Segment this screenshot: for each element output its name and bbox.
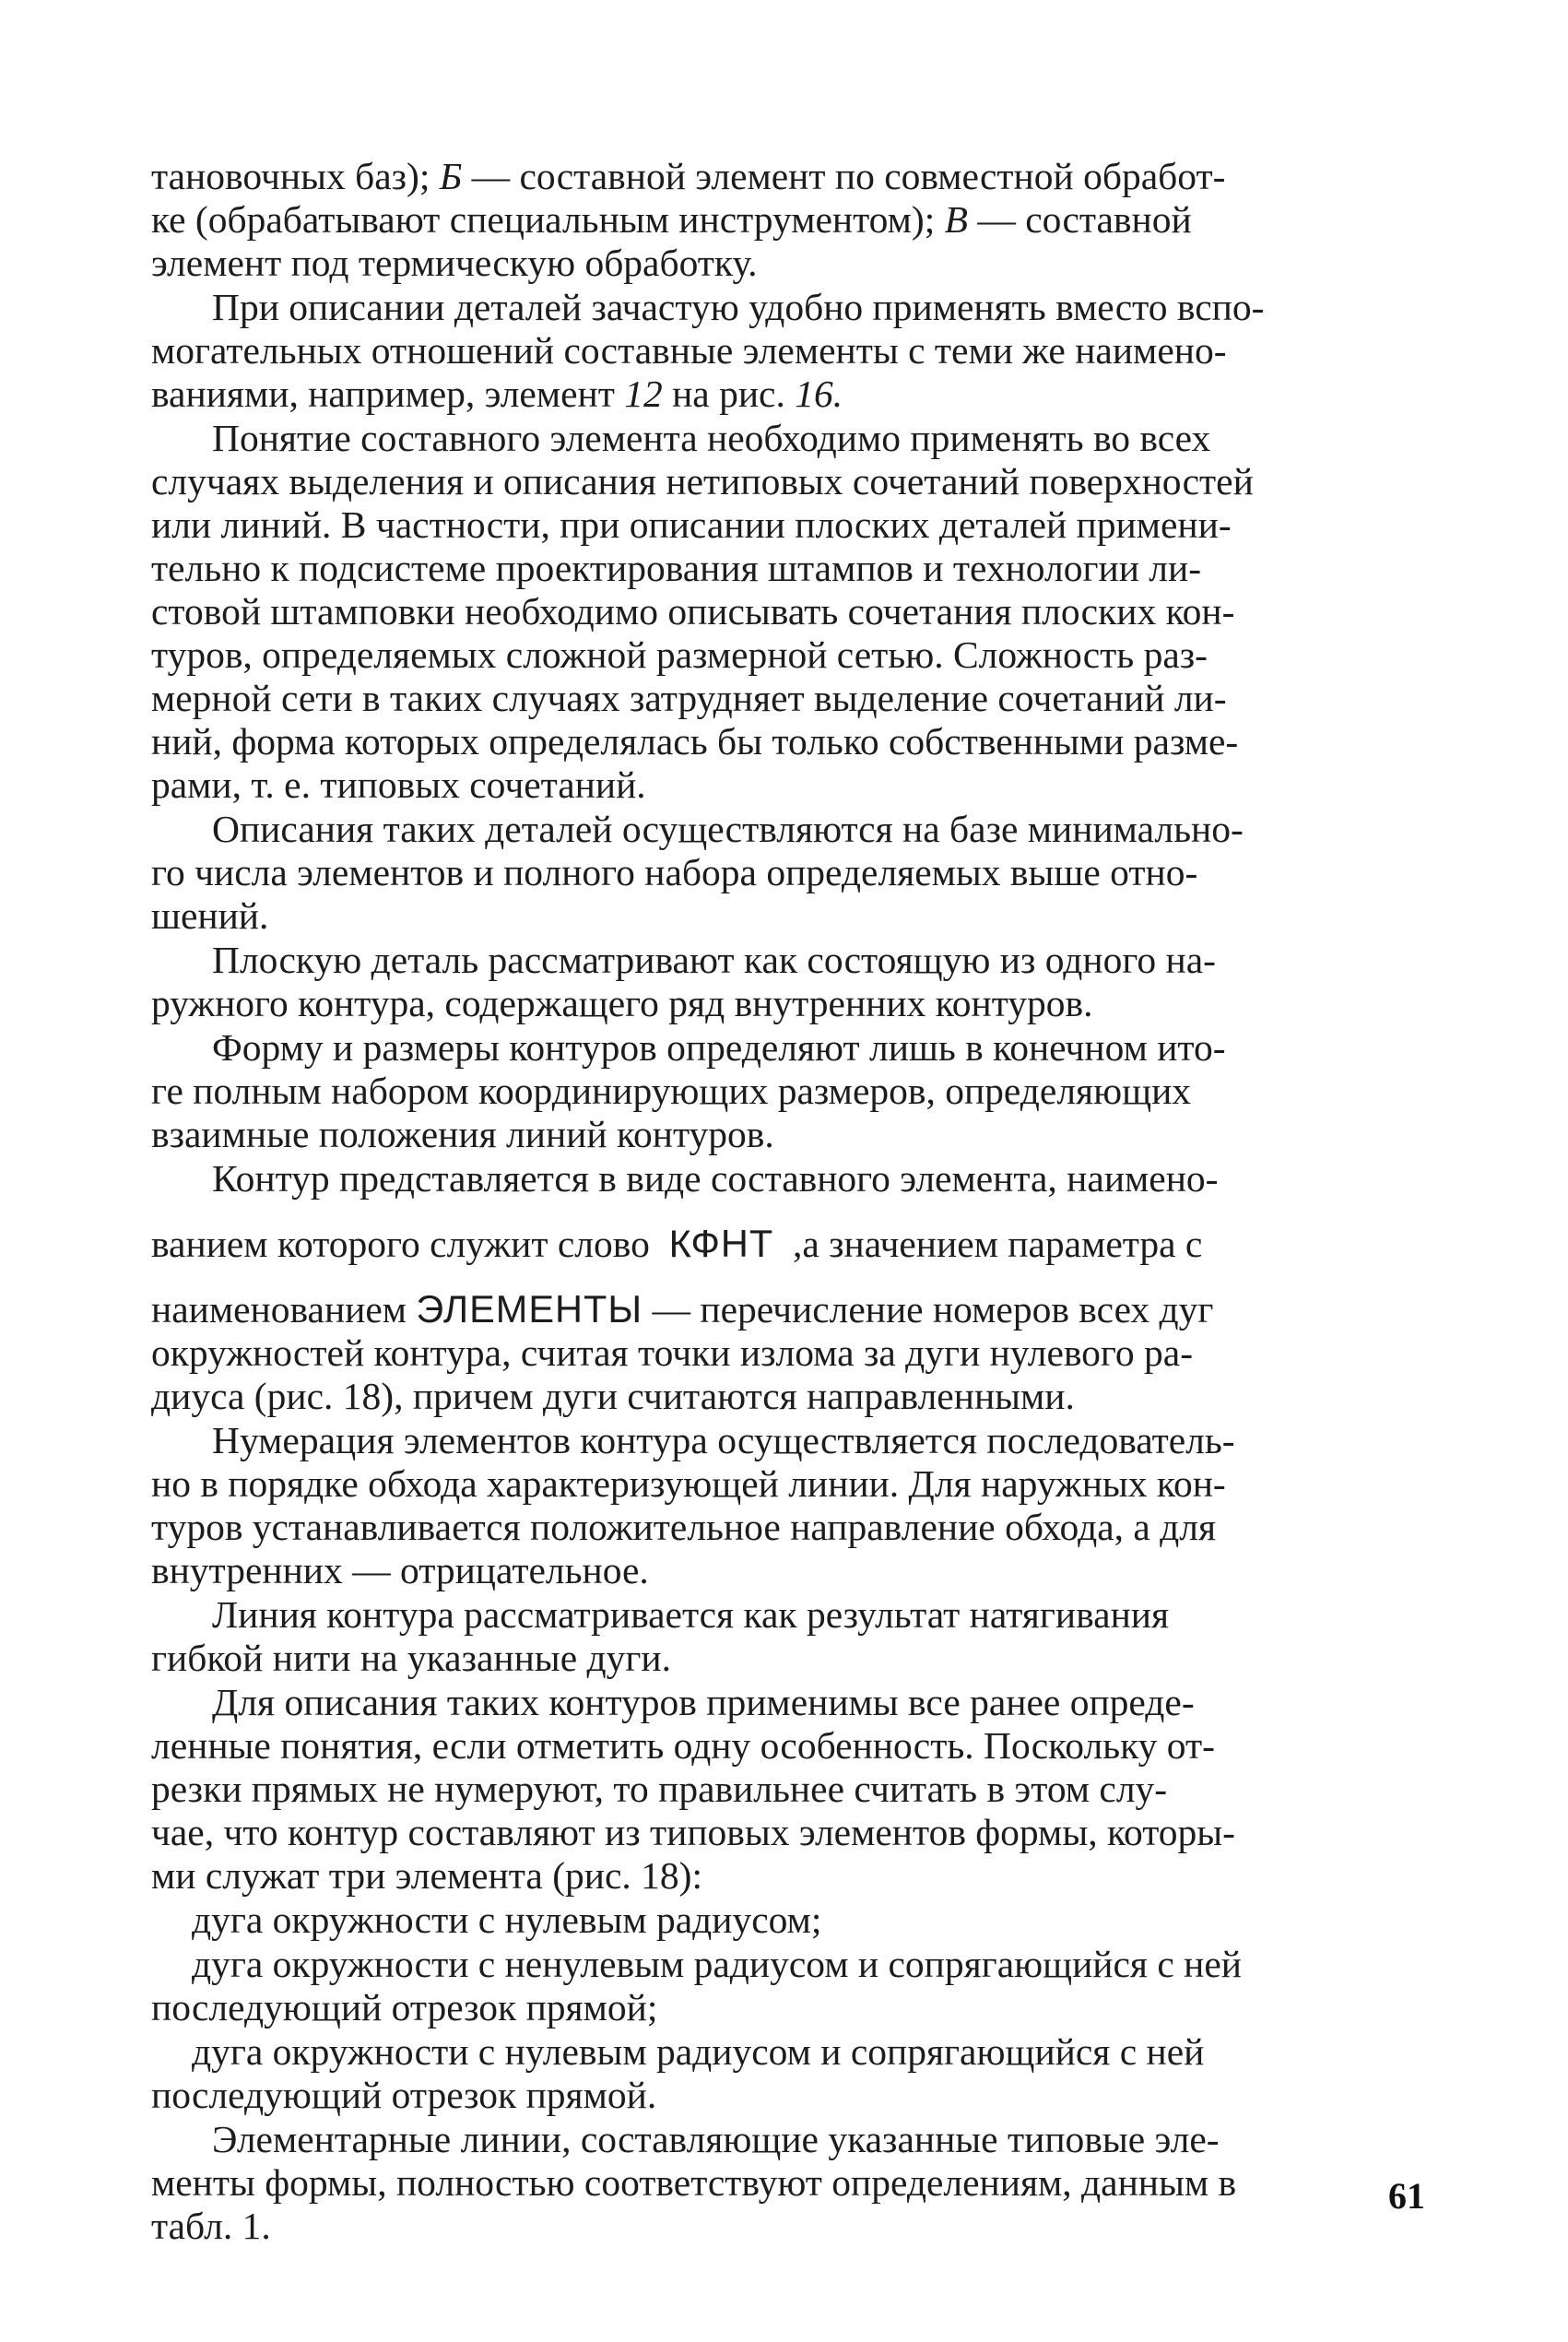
- paragraph: Понятие составного элемента необходимо применять во всех случаях выделения и описания нетиповых сочетаний поверхностей или линий. В частности, при описании плоских деталей примени- тельно к подсистеме проектирования штампов и технологии ли- стовой штамповки необходимо описывать сочетания плоских кон- туров, определяемых сложной размерной сетью. Сложность раз- мерной сети в таких случаях затрудняет выделение сочетаний ли- ний, форма которых определялась бы только собственными разме- рами, т. е. типовых сочетаний.: [151, 417, 1254, 806]
- paragraph: При описании деталей зачастую удобно применять вместо вспо- могательных отношений составные элементы с теми же наимено- ваниями, например, элемент 12 на рис. 16.: [151, 286, 1265, 415]
- paragraph: Форму и размеры контуров определяют лишь в конечном ито- ге полным набором координирующих размеров, определяющих взаимные положения линий контуров.: [151, 1026, 1226, 1155]
- paragraph: Нумерация элементов контура осуществляется последователь- но в порядке обхода характеризующей линии. Для наружных кон- туров устанавливается положительное направление обхода, а для внутренних — отрицательное.: [151, 1419, 1235, 1591]
- keyword-kfnt: КФНТ: [668, 1222, 774, 1265]
- paragraph: Контур представляется в виде составного элемента, наимено-: [212, 1157, 1219, 1200]
- document-page: [151, 155, 1425, 2342]
- paragraph: тановочных баз); Б — составной элемент по совместной обработ- ке (обрабатывают специальным инструментом); В — составной элемент под термическую обработку.: [151, 155, 1226, 284]
- paragraph: Плоскую деталь рассматривают как состоящую из одного на- ружного контура, содержащего ряд внутренних контуров.: [151, 939, 1216, 1024]
- list-item: дуга окружности с нулевым радиусом и сопрягающийся с ней последующий отрезок прямой.: [151, 2030, 1205, 2116]
- list-item: дуга окружности с нулевым радиусом;: [192, 1898, 822, 1941]
- paragraph-continuation: наименованием ЭЛЕМЕНТЫ — перечисление номеров всех дуг окружностей контура, считая точки излома за дуги нулевого ра- диуса (рис. 18), причем дуги считаются направленными.: [151, 1287, 1214, 1417]
- keyword-elements: ЭЛЕМЕНТЫ: [416, 1287, 643, 1331]
- list-item: дуга окружности с ненулевым радиусом и сопрягающийся с ней последующий отрезок прямой;: [151, 1943, 1243, 2029]
- paragraph: Для описания таких контуров применимы все ранее опреде- ленные понятия, если отметить одну особенность. Поскольку от- резки прямых не нумеруют, то правильнее считать в этом слу- чае, что контур составляют из типовых элементов формы, которы- ми служат три элемента (рис. 18):: [151, 1681, 1236, 1897]
- paragraph: Линия контура рассматривается как результат натягивания гибкой нити на указанные дуги.: [151, 1593, 1170, 1679]
- paragraph: Элементарные линии, составляющие указанные типовые эле- менты формы, полностью соответствуют определениям, данным в табл. 1.: [151, 2118, 1237, 2247]
- paragraph-continuation: ванием которого служит слово КФНТ ,а значением параметра с: [151, 1222, 1203, 1265]
- paragraph: Описания таких деталей осуществляются на базе минимально- го числа элементов и полного набора определяемых выше отно- шений.: [151, 808, 1244, 937]
- page-number: 61: [1388, 2175, 1425, 2217]
